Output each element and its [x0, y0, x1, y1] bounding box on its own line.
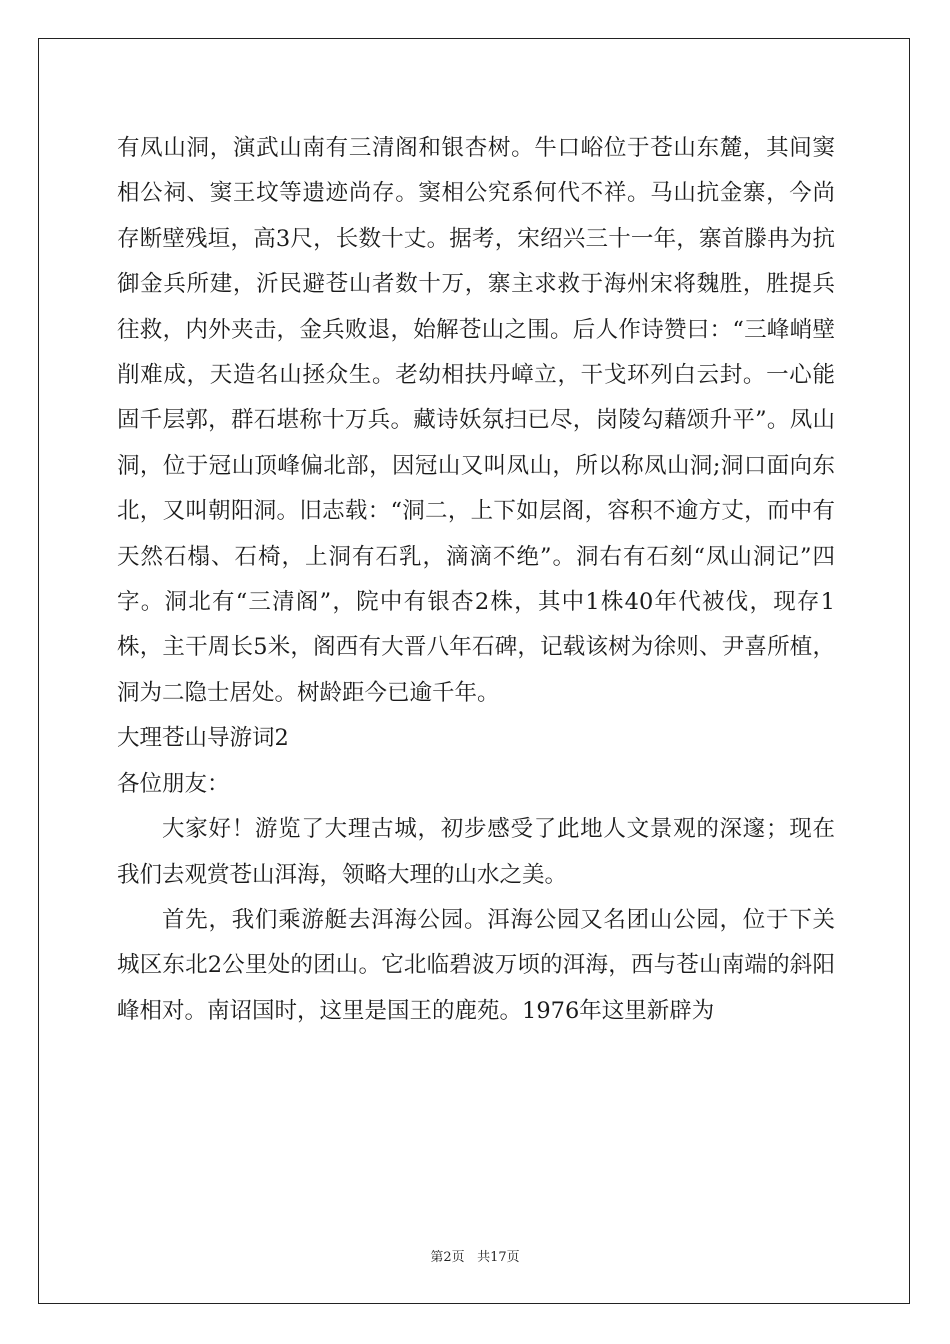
page-footer	[0, 1246, 950, 1265]
page-number: 第2页	[430, 1250, 465, 1265]
paragraph-erhai-park: 首先，我们乘游艇去洱海公园。洱海公园又名团山公园，位于下关城区东北2公里处的团山。它北临碧波万顷的洱海，西与苍山南端的斜阳峰相对。南诏国时，这里是国王的鹿苑。1976年这里新辟为	[117, 906, 835, 1024]
greeting: 各位朋友：	[117, 770, 230, 797]
page-total: 共17页	[477, 1250, 520, 1265]
section-title: 大理苍山导游词2	[117, 725, 289, 752]
paragraph-history: 有凤山洞，演武山南有三清阁和银杏树。牛口峪位于苍山东麓，其间窦相公祠、窦王坟等遗迹尚存。窦相公究系何代不祥。马山抗金寨，今尚存断壁残垣，高3尺，长数十丈。据考，宋绍兴三十一年，寨首滕冉为抗御金兵所建，沂民避苍山者数十万，寨主求救于海州宋将魏胜，胜提兵往救，内外夹击，金兵败退，始解苍山之围。后人作诗赞曰：“三峰峭壁削难成，天造名山拯众生。老幼相扶丹嶂立，干戈环列白云封。一心能固千层郭，群石堪称十万兵。藏诗妖氛扫已尽，岗陵勾藉颂升平”。凤山洞，位于冠山顶峰偏北部，因冠山又叫凤山，所以称凤山洞;洞口面向东北，又叫朝阳洞。旧志载：“洞二，上下如层阁，容积不逾方丈，而中有天然石榻、石椅，上洞有石乳，滴滴不绝”。洞右有石刻“凤山洞记”四字。洞北有“三清阁”，院中有银杏2株，其中1株40年代被伐，现存1株，主干周长5米，阁西有大晋八年石碑，记载该树为徐则、尹喜所植，洞为二隐士居处。树龄距今已逾千年。	[117, 135, 835, 706]
paragraph-intro: 大家好！游览了大理古城，初步感受了此地人文景观的深邃；现在我们去观赏苍山洱海，领略大理的山水之美。	[117, 816, 835, 888]
document-body	[117, 126, 835, 1034]
